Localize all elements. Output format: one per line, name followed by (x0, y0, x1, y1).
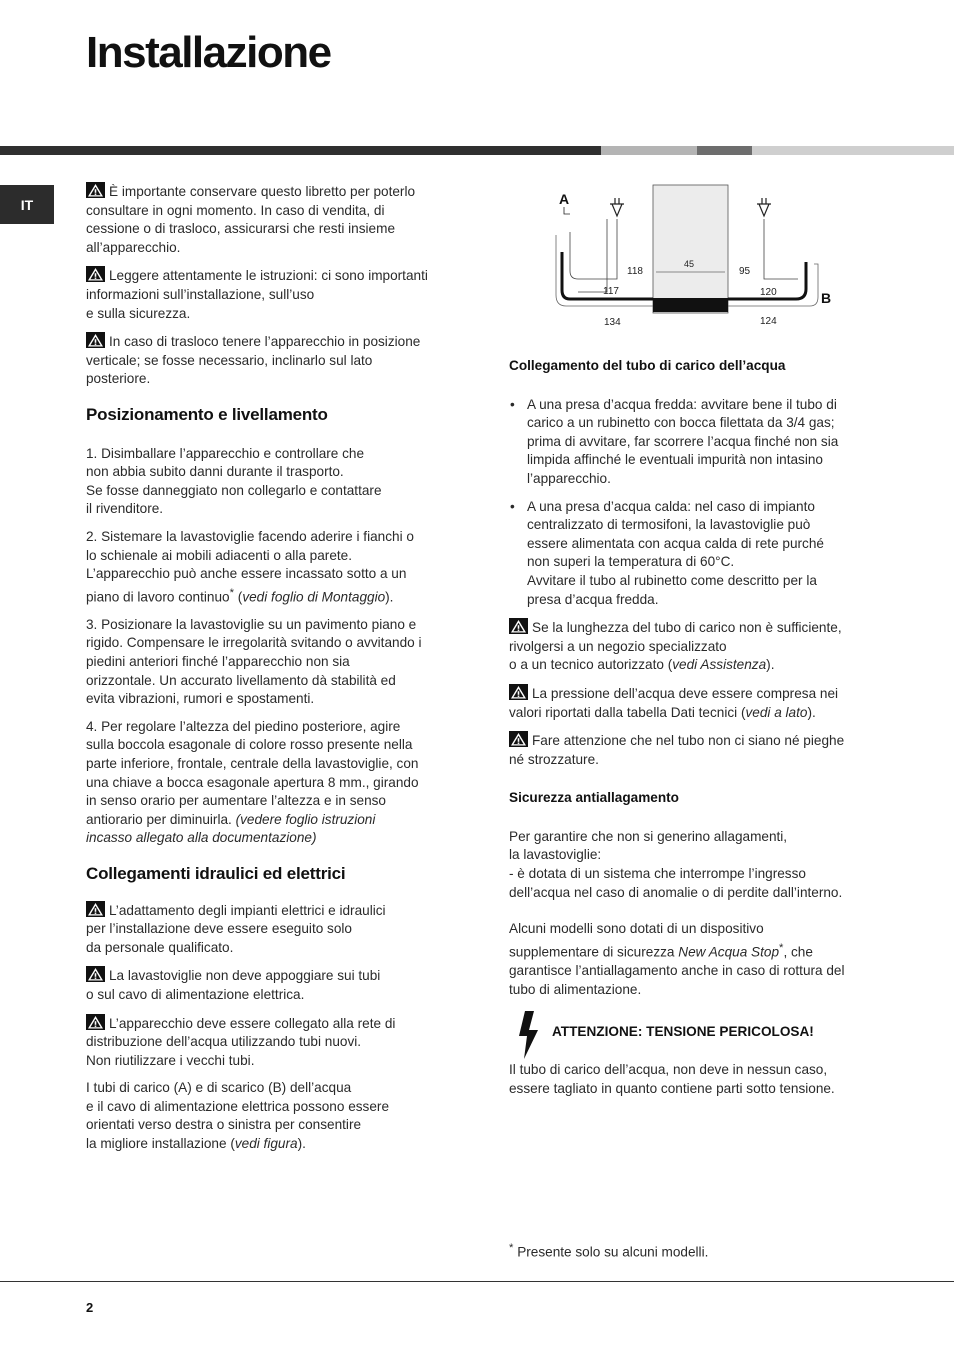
intro-warning-3: In caso di trasloco tenere l’apparecchio in posizione verticale; se fosse necessario, inclinarlo sul lato posteriore. (86, 334, 421, 387)
section-title-water-inlet: Collegamento del tubo di carico dell’acqua (509, 358, 786, 373)
hose-diagram (548, 182, 848, 332)
positioning-step-2: 2. Sistemare la lavastoviglie facendo aderire i fianchi o lo schienale ai mobili adiacenti o alla parete. L’apparecchio può anche essere incassato sotto a un piano di lavoro continuo* (vedi foglio di Montaggio). (86, 528, 414, 605)
warning-icon (86, 966, 105, 982)
warning-icon (86, 266, 105, 282)
connections-warning-1: L’adattamento degli impianti elettrici e idraulici per l’installazione deve essere eseguito solo da personale qualificato. (86, 902, 386, 955)
header-bar-dark (0, 146, 601, 155)
left-hose (570, 219, 617, 279)
left-column (86, 182, 471, 1163)
inlet-warning-3: Fare attenzione che nel tubo non ci siano né pieghe né strozzature. (509, 733, 845, 767)
bullet-hot-water: • A una presa d’acqua calda: nel caso di impianto centralizzato di termosifoni, la lavastoviglie può essere alimentata con acqua calda di rete purché non superi la temperatura di 60°C. Avvitare il tubo al rubinetto come descritto per la presa d’acqua fredda. (509, 498, 899, 610)
dishwasher-outline (653, 185, 728, 313)
header-bar-pale (752, 146, 954, 155)
footer-rule (0, 1281, 954, 1282)
danger-notice (509, 1011, 899, 1061)
bullet-cold-water: • A una presa d’acqua fredda: avvitare bene il tubo di carico a un rubinetto con bocca filettata da 3/4 gas; prima di avvitare, far scorrere l’acqua finché non sia limpida affinché le eventuali impurità non intasino l’apparecchio. (509, 396, 899, 489)
dim-134: 134 (604, 317, 621, 328)
flood-paragraph-1: Per garantire che non si generino allagamenti, la lavastoviglie: - è dotata di un sistema che interrompe l’ingresso dell’acqua nel caso di anomalie o di perdite dall’interno. (509, 828, 843, 900)
warning-icon (86, 182, 105, 198)
warning-icon (86, 901, 105, 917)
warning-icon (86, 1014, 105, 1030)
header-bar-mid (697, 146, 752, 155)
dim-124: 124 (760, 316, 777, 327)
footnote: * Presente solo su alcuni modelli. (509, 1242, 709, 1260)
tap-icon-left (610, 198, 624, 216)
label-b: B (821, 290, 832, 306)
left-inner-hose (578, 219, 607, 292)
warning-icon (509, 618, 528, 634)
warning-icon (509, 684, 528, 700)
dim-95: 95 (739, 266, 751, 277)
inlet-warning-2: La pressione dell’acqua deve essere compresa nei valori riportati dalla tabella Dati tecnici (vedi a lato). (509, 685, 839, 720)
warning-icon (86, 332, 105, 348)
label-a: A (559, 191, 570, 207)
dim-117: 117 (603, 286, 619, 297)
flood-paragraph-2: Alcuni modelli sono dotati di un dispositivo supplementare di sicurezza New Acqua Stop*, che garantisce l’antiallagamento anche in caso di rottura del tubo di alimentazione. (509, 921, 845, 997)
positioning-step-4: 4. Per regolare l’altezza del piedino posteriore, agire sulla boccola esagonale di colore rosso presente nella parte inferiore, frontale, centrale della lavastoviglie, con una chiave a bocca esagonale apertura 8 mm., girando in senso orario per aumentare l’altezza e in senso antiorario per diminuirla. (vedere foglio istruzioni incasso allegato alla documentazione) (86, 718, 419, 846)
arrow-a (564, 207, 570, 214)
connections-warning-3: L’apparecchio deve essere collegato alla rete di distribuzione dell’acqua utilizzando tubi nuovi. Non riutilizzare i vecchi tubi. (86, 1015, 396, 1068)
dim-120: 120 (760, 287, 777, 298)
right-inner-hose (764, 219, 798, 279)
lightning-icon (519, 1011, 541, 1059)
page-number: 2 (86, 1300, 94, 1315)
positioning-step-3: 3. Posizionare la lavastoviglie su un pavimento piano e rigido. Compensare le irregolarità svitando o avvitando i piedini anteriori finché l’apparecchio non sia orizzontale. Un accurato livellamento dà stabilità ed evita vibrazioni, rumori e spostamenti. (86, 616, 422, 707)
warning-icon (509, 731, 528, 747)
header-bar-light (601, 146, 697, 155)
tap-icon-right (757, 198, 771, 216)
right-column (509, 357, 899, 1107)
inlet-warning-1: Se la lunghezza del tubo di carico non è sufficiente, rivolgersi a un negozio specializzato o a un tecnico autorizzato (vedi Assistenza). (509, 620, 842, 673)
danger-title: ATTENZIONE: TENSIONE PERICOLOSA! (552, 1024, 814, 1040)
intro-warning-2: Leggere attentamente le istruzioni: ci sono importanti informazioni sull’installazione, sull’uso e sulla sicurezza. (86, 268, 428, 321)
dim-45: 45 (684, 259, 695, 269)
section-title-flood-safety: Sicurezza antiallagamento (509, 790, 679, 806)
dim-118: 118 (627, 266, 643, 277)
voltage-paragraph: Il tubo di carico dell’acqua, non deve in nessun caso, essere tagliato in quanto contiene parti sotto tensione. (509, 1062, 835, 1096)
connections-warning-2: La lavastoviglie non deve appoggiare sui tubi o sul cavo di alimentazione elettrica. (86, 968, 381, 1002)
section-title-connections: Collegamenti idraulici ed elettrici (86, 863, 346, 883)
page-title: Installazione (86, 28, 331, 77)
dishwasher-base (653, 298, 728, 312)
section-title-positioning: Posizionamento e livellamento (86, 404, 328, 424)
intro-warning-1: È importante conservare questo libretto per poterlo consultare in ogni momento. In caso di vendita, di cessione o di trasloco, assicurarsi che resti insieme all’apparecchio. (86, 184, 416, 255)
positioning-step-1: 1. Disimballare l’apparecchio e controllare che non abbia subito danni durante il trasporto. Se fosse danneggiato non collegarlo e contattare il rivenditore. (86, 445, 382, 517)
language-tab: IT (0, 185, 54, 224)
hoses-paragraph: I tubi di carico (A) e di scarico (B) dell’acqua e il cavo di alimentazione elettrica possono essere orientati verso destra o sinistra per consentire la migliore installazione (vedi figura). (86, 1080, 390, 1152)
